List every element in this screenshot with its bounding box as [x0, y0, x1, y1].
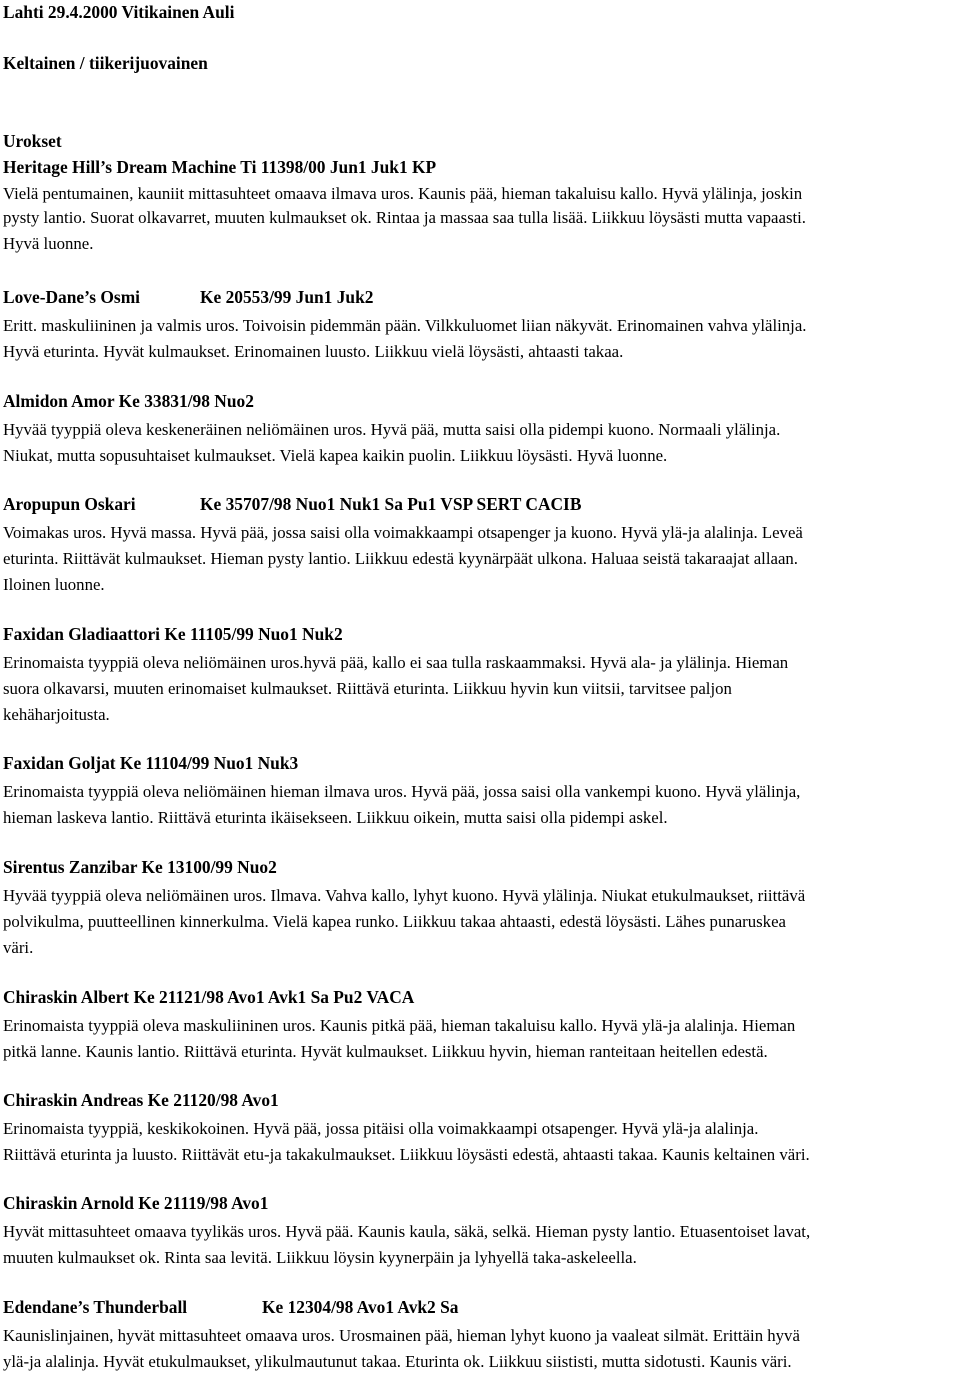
section-title: Urokset	[3, 131, 62, 151]
dog-critique-line: Hyvä luonne.	[3, 234, 94, 253]
dog-critique-line: Eritt. maskuliininen ja valmis uros. Toivoisin pidemmän pään. Vilkkuluomet liian näkyvät. Erinomainen vahva ylälinja.	[3, 316, 807, 335]
dog-name: Aropupun Oskari Ke 35707/98 Nuo1 Nuk1 Sa Pu1 VSP SERT CACIB	[3, 494, 582, 514]
dog-entry	[3, 1193, 959, 1271]
dog-critique-line: Erinomaista tyyppiä oleva maskuliininen uros. Kaunis pitkä pää, hieman takaluisu kallo. Hyvä ylä-ja alalinja. Hieman	[3, 1016, 796, 1035]
dog-entry	[3, 857, 959, 961]
dog-critique-line: väri.	[3, 938, 34, 957]
dog-critique-line: Vielä pentumainen, kauniit mittasuhteet omaava ilmava uros. Kaunis pää, hieman takaluisu kallo. Hyvä ylälinja, joskin	[3, 184, 803, 203]
dog-critique-line: ylä-ja alalinja. Hyvät etukulmaukset, ylikulmautunut takaa. Eturinta ok. Liikkuu siististi, mutta sidotusti. Kaunis väri.	[3, 1352, 792, 1371]
dog-critique-line: pitkä lanne. Kaunis lantio. Riittävä eturinta. Hyvät kulmaukset. Liikkuu hyvin, hieman ranteitaan heitellen edestä.	[3, 1042, 768, 1061]
dog-entry	[3, 391, 959, 469]
dog-critique-line: Erinomaista tyyppiä, keskikokoinen. Hyvä pää, jossa pitäisi olla voimakkaampi otsapenger. Hyvä ylä-ja alalinja.	[3, 1119, 759, 1138]
dog-name: Edendane’s Thunderball Ke 12304/98 Avo1 Avk2 Sa	[3, 1297, 459, 1317]
dog-name: Faxidan Goljat Ke 11104/99 Nuo1 Nuk3	[3, 753, 299, 773]
dog-entry	[3, 157, 959, 257]
dog-name: Chiraskin Albert Ke 21121/98 Avo1 Avk1 Sa Pu2 VACA	[3, 987, 415, 1007]
dog-entry	[3, 624, 959, 728]
dog-registration: Ke 35707/98 Nuo1 Nuk1 Sa Pu1 VSP SERT CACIB	[200, 494, 582, 514]
dog-entry	[3, 1090, 959, 1168]
dog-name: Chiraskin Arnold Ke 21119/98 Avo1	[3, 1193, 269, 1213]
dog-entry	[3, 1297, 959, 1375]
dog-critique-line: Kaunislinjainen, hyvät mittasuhteet omaava uros. Urosmainen pää, hieman lyhyt kuono ja vaaleat silmät. Erittäin hyvä	[3, 1326, 800, 1345]
dog-critique-line: Hyvää tyyppiä oleva keskeneräinen neliömäinen uros. Hyvä pää, mutta saisi olla pidempi kuono. Normaali ylälinja.	[3, 420, 781, 439]
dog-critique-line: Voimakas uros. Hyvä massa. Hyvä pää, jossa saisi olla voimakkaampi otsapenger ja kuono. Hyvä ylä-ja alalinja. Leveä	[3, 523, 803, 542]
dog-critique-line: Hyvää tyyppiä oleva neliömäinen uros. Ilmava. Vahva kallo, lyhyt kuono. Hyvä ylälinja. Niukat etukulmaukset, riittävä	[3, 886, 806, 905]
dog-entry	[3, 987, 959, 1065]
dog-name: Chiraskin Andreas Ke 21120/98 Avo1	[3, 1090, 279, 1110]
dog-critique-line: suora olkavarsi, muuten erinomaiset kulmaukset. Riittävä eturinta. Liikkuu hyvin kun viitsii, tarvitsee paljon	[3, 679, 732, 698]
dog-entry	[3, 287, 959, 365]
dog-critique-line: pysty lantio. Suorat olkavarret, muuten kulmaukset ok. Rintaa ja massaa saa tulla lisää. Liikkuu löysästi mutta vapaasti.	[3, 208, 806, 227]
dog-critique-line: eturinta. Riittävät kulmaukset. Hieman pysty lantio. Liikkuu edestä kyynärpäät ulkona. Haluaa seistä takaraajat allaan.	[3, 549, 798, 568]
dog-name: Faxidan Gladiaattori Ke 11105/99 Nuo1 Nuk2	[3, 624, 343, 644]
dog-critique-line: Erinomaista tyyppiä oleva neliömäinen uros.hyvä pää, kallo ei saa tulla raskaammaksi. Hyvä ala- ja ylälinja. Hieman	[3, 653, 789, 672]
dog-critique-line: Hyvä eturinta. Hyvät kulmaukset. Erinomainen luusto. Liikkuu vielä löysästi, ahtaasti takaa.	[3, 342, 624, 361]
dog-registration: Ke 20553/99 Jun1 Juk2	[200, 287, 374, 307]
event-title: Lahti 29.4.2000 Vitikainen Auli	[3, 2, 235, 22]
breed-title: Keltainen / tiikerijuovainen	[3, 53, 208, 73]
dog-critique-line: Iloinen luonne.	[3, 575, 105, 594]
dog-critique-line: Erinomaista tyyppiä oleva neliömäinen hieman ilmava uros. Hyvä pää, jossa saisi olla vankempi kuono. Hyvä ylälinja,	[3, 782, 801, 801]
dog-name: Sirentus Zanzibar Ke 13100/99 Nuo2	[3, 857, 277, 877]
dog-name: Almidon Amor Ke 33831/98 Nuo2	[3, 391, 254, 411]
dog-name: Heritage Hill’s Dream Machine Ti 11398/00 Jun1 Juk1 KP	[3, 157, 437, 177]
dog-critique-line: Niukat, mutta sopusuhtaiset kulmaukset. Vielä kapea kaikin puolin. Liikkuu löysästi. Hyvä luonne.	[3, 446, 668, 465]
dog-entry	[3, 494, 959, 598]
dog-entry	[3, 753, 959, 831]
dog-name: Love-Dane’s Osmi Ke 20553/99 Jun1 Juk2	[3, 287, 374, 307]
dog-critique-line: Riittävä eturinta ja luusto. Riittävät etu-ja takakulmaukset. Liikkuu löysästi edestä, ahtaasti takaa. Kaunis keltainen väri.	[3, 1145, 810, 1164]
dog-critique-line: muuten kulmaukset ok. Rinta saa levitä. Liikkuu löysin kyynerpäin ja lyhyellä taka-askeleella.	[3, 1248, 637, 1267]
dog-registration: Ke 12304/98 Avo1 Avk2 Sa	[262, 1297, 459, 1317]
dog-critique-line: hieman laskeva lantio. Riittävä eturinta ikäisekseen. Liikkuu oikein, mutta saisi olla pidempi askel.	[3, 808, 668, 827]
dog-critique-line: polvikulma, puutteellinen kinnerkulma. Vielä kapea runko. Liikkuu takaa ahtaasti, edestä löysästi. Lähes punaruskea	[3, 912, 786, 931]
dog-critique-line: Hyvät mittasuhteet omaava tyylikäs uros. Hyvä pää. Kaunis kaula, säkä, selkä. Hieman pysty lantio. Etuasentoiset lavat,	[3, 1222, 811, 1241]
dog-critique-line: kehäharjoitusta.	[3, 705, 110, 724]
